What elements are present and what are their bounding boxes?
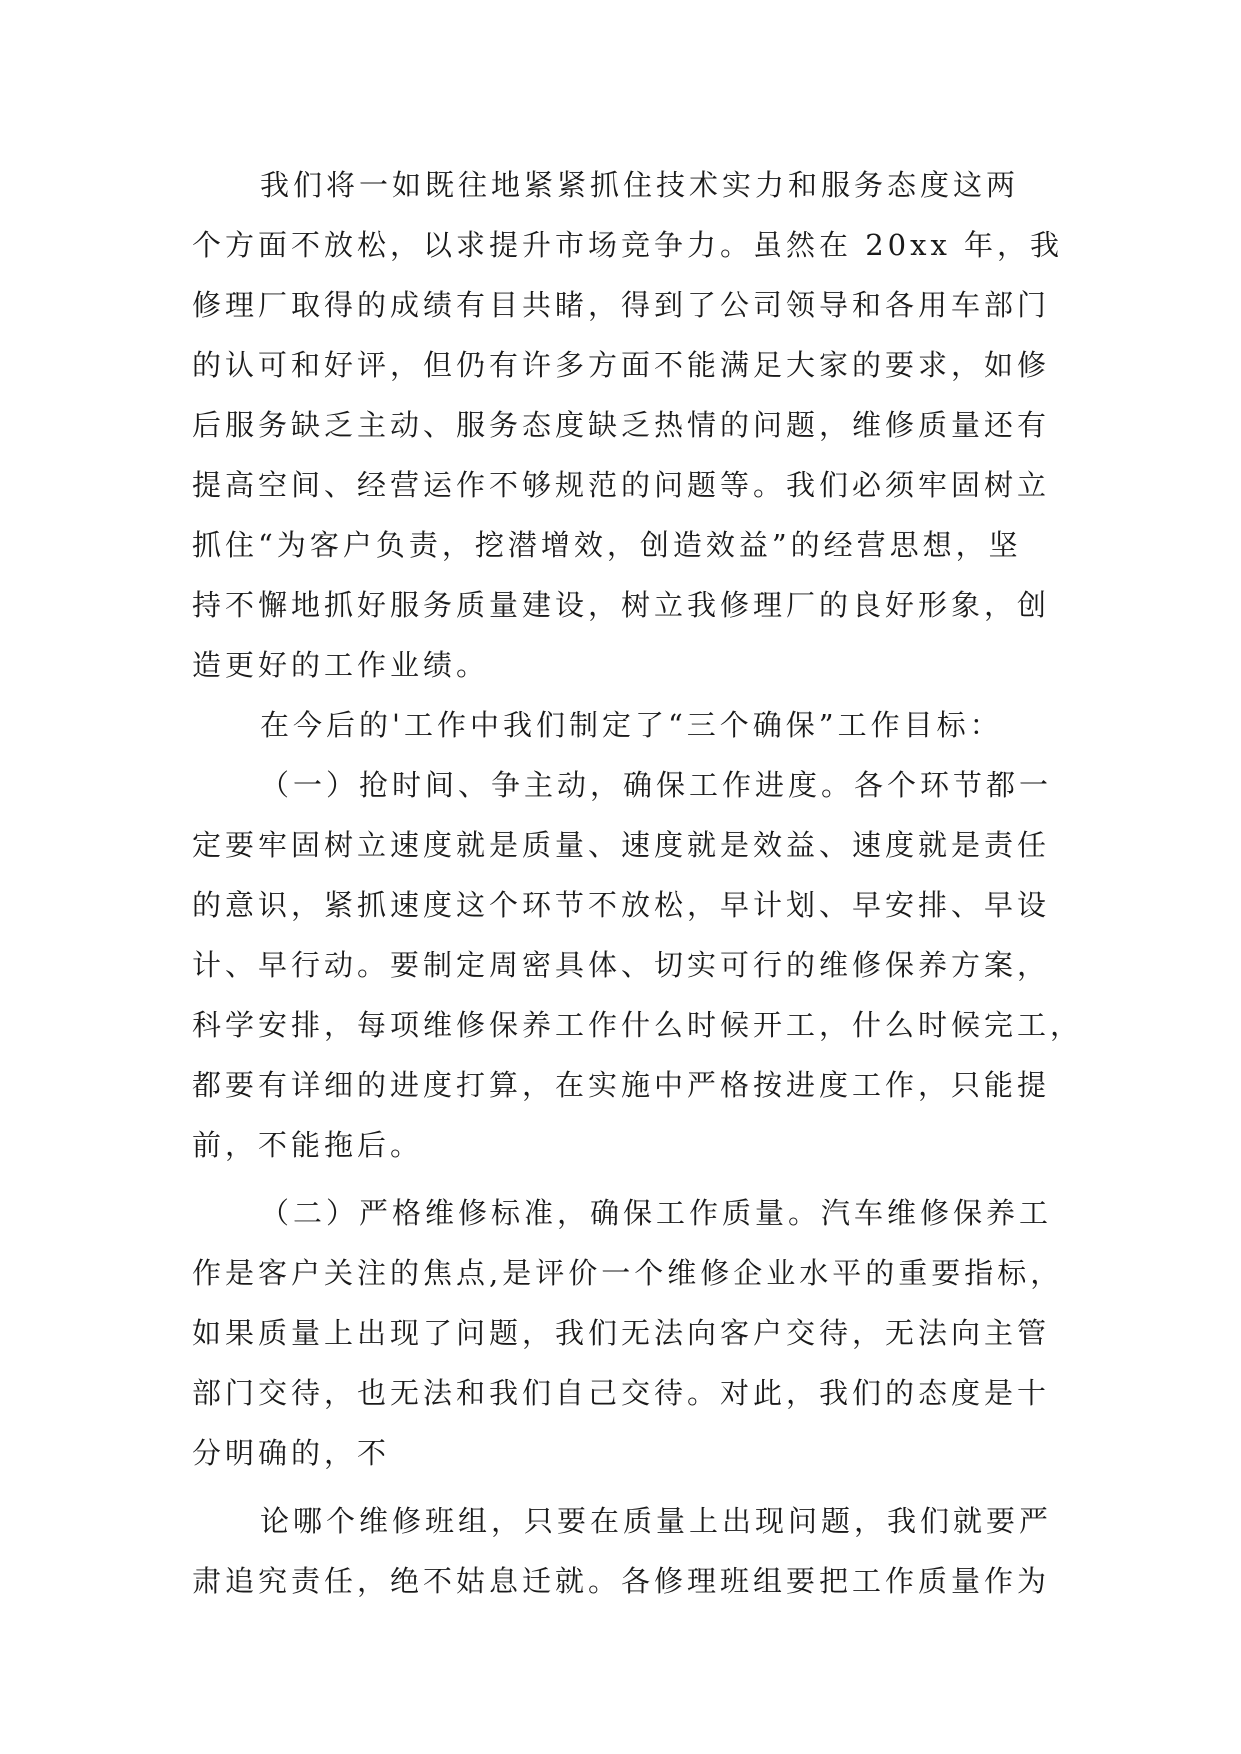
text-line: 抓住“为客户负责，挖潜增效，创造效益”的经营思想，坚 — [192, 528, 1022, 562]
text-line: 造更好的工作业绩。 — [192, 648, 490, 682]
paragraph-3 — [192, 755, 1084, 1175]
paragraph-5 — [192, 1491, 1052, 1611]
text-line: 肃追究责任，绝不姑息迁就。各修理班组要把工作质量作为 — [192, 1564, 1051, 1598]
text-line: 作是客户关注的焦点,是评价一个维修企业水平的重要指标， — [192, 1256, 1064, 1290]
text-line: 计、早行动。要制定周密具体、切实可行的维修保养方案， — [192, 948, 1051, 982]
text-line: 持不懈地抓好服务质量建设，树立我修理厂的良好形象，创 — [192, 588, 1051, 622]
text-line: 如果质量上出现了问题，我们无法向客户交待，无法向主管 — [192, 1316, 1051, 1350]
text-line: 我们将一如既往地紧紧抓住技术实力和服务态度这两 — [260, 168, 1020, 202]
text-line: 前，不能拖后。 — [192, 1128, 424, 1162]
text-line: 在今后的'工作中我们制定了“三个确保”工作目标： — [260, 708, 1003, 742]
text-line: 修理厂取得的成绩有目共睹，得到了公司领导和各用车部门 — [192, 288, 1051, 322]
text-line: 科学安排，每项维修保养工作什么时候开工，什么时候完工， — [192, 1008, 1084, 1042]
paragraph-1 — [192, 155, 1064, 695]
paragraph-2 — [192, 695, 1052, 755]
text-line: 后服务缺乏主动、服务态度缺乏热情的问题，维修质量还有 — [192, 408, 1051, 442]
text-line: （二）严格维修标准，确保工作质量。汽车维修保养工 — [260, 1196, 1053, 1230]
text-line: 论哪个维修班组，只要在质量上出现问题，我们就要严 — [260, 1504, 1053, 1538]
text-line: 定要牢固树立速度就是质量、速度就是效益、速度就是责任 — [192, 828, 1051, 862]
paragraph-4 — [192, 1183, 1064, 1483]
text-line: （一）抢时间、争主动，确保工作进度。各个环节都一 — [260, 768, 1053, 802]
text-line: 的认可和好评，但仍有许多方面不能满足大家的要求，如修 — [192, 348, 1051, 382]
text-line: 的意识，紧抓速度这个环节不放松，早计划、早安排、早设 — [192, 888, 1051, 922]
document-body — [192, 155, 1084, 1611]
text-line: 都要有详细的进度打算，在实施中严格按进度工作，只能提 — [192, 1068, 1051, 1102]
text-line: 分明确的，不 — [192, 1436, 391, 1470]
text-line: 个方面不放松，以求提升市场竞争力。虽然在 20xx 年，我 — [192, 228, 1064, 262]
text-line: 部门交待，也无法和我们自己交待。对此，我们的态度是十 — [192, 1376, 1051, 1410]
text-line: 提高空间、经营运作不够规范的问题等。我们必须牢固树立 — [192, 468, 1051, 502]
